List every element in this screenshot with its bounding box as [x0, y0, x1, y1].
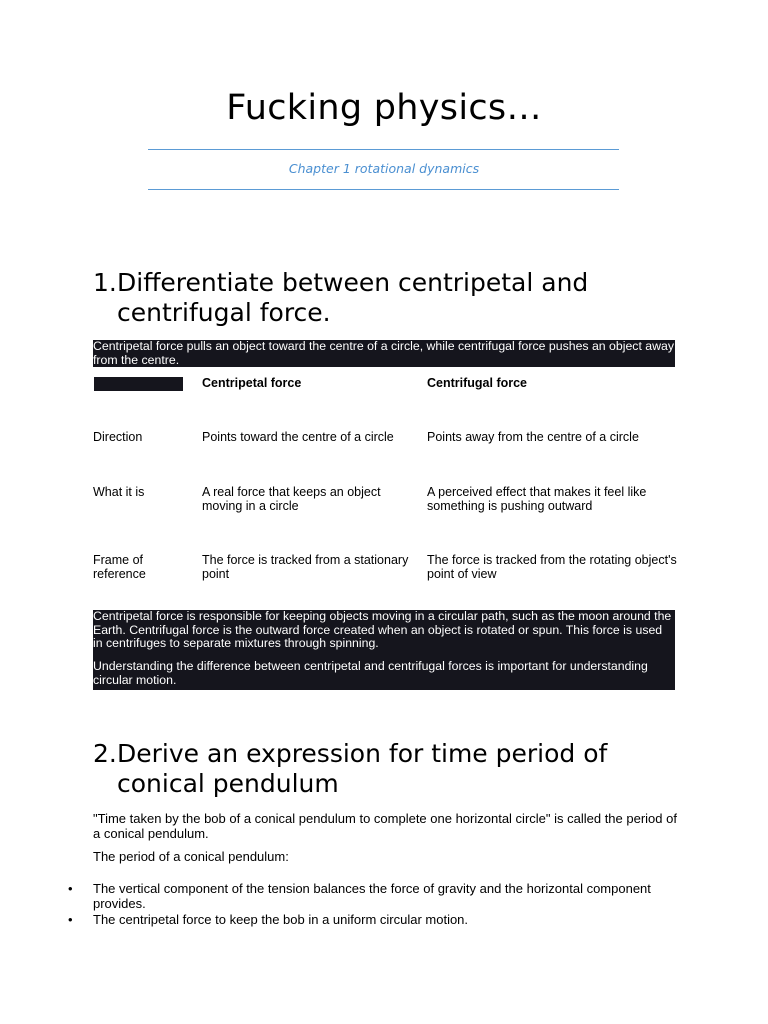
table-row-label: What it is	[93, 485, 145, 499]
section-2-heading-line2: conical pendulum	[117, 769, 339, 798]
table-header-centripetal: Centripetal force	[202, 376, 302, 390]
table-cell: The force is tracked from the rotating object's point of view	[427, 553, 677, 581]
section-2-bullet-list	[68, 881, 683, 928]
title-top-rule	[148, 149, 619, 150]
section-1-summary	[93, 610, 675, 690]
table-cell: Points away from the centre of a circle	[427, 430, 639, 444]
section-1-heading-line2: centrifugal force.	[117, 298, 331, 327]
table-header-centrifugal: Centrifugal force	[427, 376, 528, 390]
section-1-intro: Centripetal force pulls an object toward the centre of a circle, while centrifugal force pushes an object away from the centre.	[93, 339, 674, 367]
summary-paragraph-2: Understanding the difference between centripetal and centrifugal forces is important for understanding circular motion.	[93, 659, 648, 687]
table-cell: A real force that keeps an object moving in a circle	[202, 485, 381, 513]
section-1-heading-line1: Differentiate between centripetal and	[117, 268, 589, 297]
list-item	[68, 912, 683, 927]
table-corner-cell	[94, 377, 183, 391]
section-2-paragraph-1: "Time taken by the bob of a conical pendulum to complete one horizontal circle" is called the period of a conical pendulum.	[93, 811, 677, 841]
list-item-text: The vertical component of the tension balances the force of gravity and the horizontal component provides.	[93, 881, 651, 911]
section-1-heading	[93, 268, 673, 328]
document-title: Fucking physics…	[226, 88, 542, 128]
table-cell: A perceived effect that makes it feel like something is pushing outward	[427, 485, 647, 513]
title-bottom-rule	[148, 189, 619, 190]
bullet-icon: •	[68, 912, 73, 927]
table-row-label: Frame of reference	[93, 553, 146, 581]
section-1-number: 1.	[93, 268, 117, 297]
section-2-number: 2.	[93, 739, 117, 768]
section-2-heading-line1: Derive an expression for time period of	[117, 739, 608, 768]
document-subtitle: Chapter 1 rotational dynamics	[288, 161, 480, 176]
section-2-paragraph-2: The period of a conical pendulum:	[93, 849, 289, 864]
table-row-label: Direction	[93, 430, 143, 444]
table-cell: Points toward the centre of a circle	[202, 430, 394, 444]
list-item-text: The centripetal force to keep the bob in a uniform circular motion.	[93, 912, 469, 927]
summary-paragraph-1: Centripetal force is responsible for keeping objects moving in a circular path, such as the moon around the Earth. Centrifugal force is the outward force created when an object is rotated or spun. This force is used in centrifuges to separate mixtures through spinning.	[93, 609, 672, 651]
section-2-heading	[93, 739, 673, 799]
bullet-icon: •	[68, 881, 73, 896]
list-item	[68, 881, 683, 911]
table-cell: The force is tracked from a stationary point	[202, 553, 409, 581]
